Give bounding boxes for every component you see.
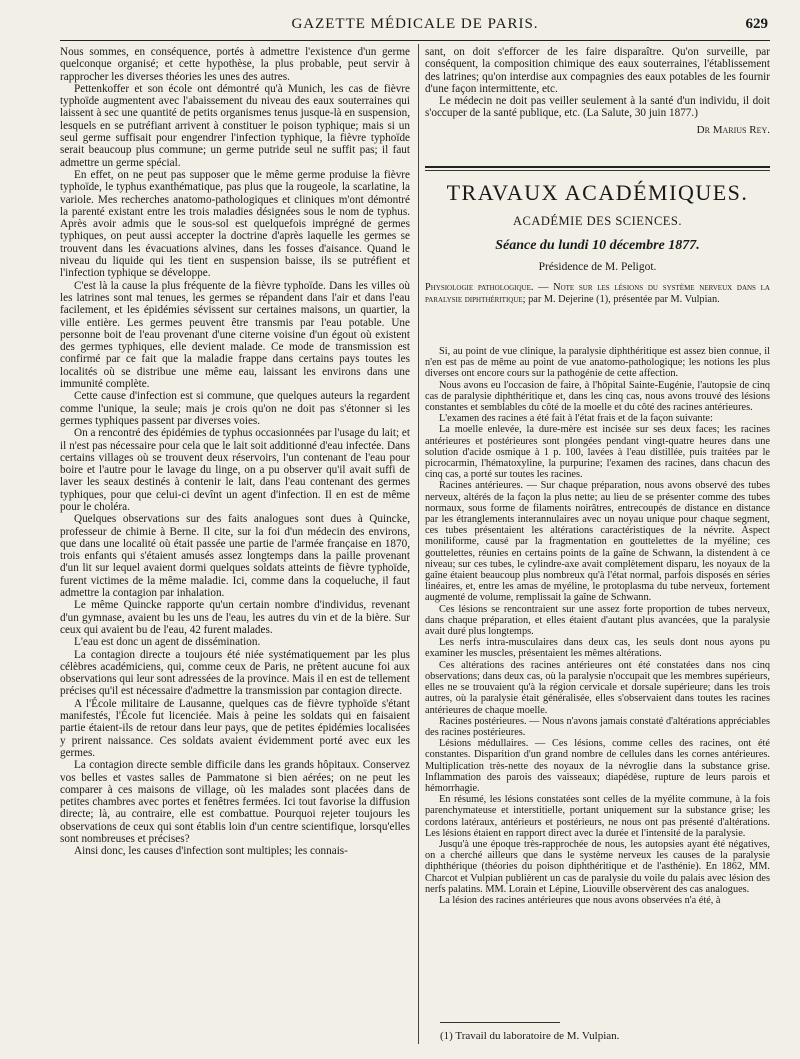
paragraph: L'eau est donc un agent de dissémination.	[74, 636, 261, 649]
paragraph: Pettenkoffer et son école ont démontré qu'à Munich, les cas de fièvre typhoïde augmentent avec l'abaissement du niveau des eaux souterraines qui laissent à sec une quantité de petits organismes tenus jusque-là en suspension, lesquels en se putréfiant arrivent à constituer le poison typhique; mais si un seul germe suffisait pour engendrer l'infection typhique, la fièvre typhoïde serait beaucoup plus commune; un germe putride seul ne suffit pas; il faut admettre un germe spécial.	[60, 82, 410, 169]
paragraph: En résumé, les lésions constatées sont celles de la myélite commune, à la fois parenchymateuse et interstitielle, portant uniquement sur la substance grise; les cordons latéraux, antérieurs et postérieurs, ne nous ont pas présenté d'altérations. Les lésions étaient en rapport direct avec la durée et l'intensité de la paralysie.	[425, 794, 770, 839]
paragraph: A l'École militaire de Lausanne, quelques cas de fièvre typhoïde s'étant manifestés, l'École fut licenciée. Mais à peine les soldats qui en faisaient partie étaient-ils de retour dans leur pays, que de petites épidémies localisées y prirent naissance. Ces soldats avaient évidemment porté avec eux les germes.	[60, 697, 410, 759]
paragraph: Le même Quincke rapporte qu'un certain nombre d'individus, revenant d'un gymnase, avaient bu les uns de l'eau, les autres du vin et de la bière. Sur ceux qui avaient bu de l'eau, 42 furent malades.	[60, 599, 410, 636]
section-rule	[425, 166, 770, 168]
paragraph: C'est là la cause la plus fréquente de la fièvre typhoïde. Dans les villes où les latrines sont mal tenues, les germes se répandent dans l'air et dans l'eau facilement, et les épidémies sévissent sur certaines maisons, un quartier, la ville entière. Les germes peuvent être transmis par l'eau potable. Une personne boit de l'eau provenant d'une citerne voisine d'un égout où existent des germes typhiques, elle devient malade. Ce mode de transmission est confirmé par ce fait que la maladie frappe dans certains pays toutes les localités où se distribue une même eau, laissant les environs dans une immunité complète.	[60, 279, 410, 391]
paragraph: Cette cause d'infection est si commune, que quelques auteurs la regardent comme l'unique, la seule; mais je crois qu'on ne doit pas s'étonner si les germes typhiques passent par diverses voies.	[60, 390, 410, 427]
paragraph: En effet, on ne peut pas supposer que le même germe produise la fièvre typhoïde, le typhus exanthématique, pas plus que la rougeole, la scarlatine, la variole. Mes recherches anatomo-pathologiques et cliniques m'ont démontré la parenté existant entre les trois maladies désignées sous le nom de typhus. Après avoir admis que le sous-sol est quelquefois imprégné de germes typhiques, on peut aussi accepter la doctrine d'après laquelle les germes se trouvent dans les évacuations alvines, dans les fosses d'aisance. Quand le niveau du liquide qui les tient en suspension baisse, ils se putréfient et l'infection typhique se développe.	[60, 168, 410, 280]
session-date: Séance du lundi 10 décembre 1877.	[495, 238, 700, 253]
paragraph: Jusqu'à une époque très-rapprochée de nous, les autopsies ayant été négatives, on a cherché ailleurs que dans le système nerveux les causes de la paralysie diphthérique (théories du poison diphthéritique et de l'asthénie). En 1862, MM. Charcot et Vulpian publièrent un cas de paralysie du voile du palais avec lésion des nerfs palatins. MM. Lorain et Lépine, Liouville observèrent des cas analogues.	[425, 838, 770, 895]
article-label: Physiologie pathologique. — Note sur les lésions du système nerveux dans la paralysie diphthéritique;	[425, 282, 770, 305]
paragraph: Ces lésions se rencontraient sur une assez forte proportion de tubes nerveux, dans chaque préparation, et elles étaient d'autant plus avancées, que la paralysie avait duré plus longtemps.	[425, 603, 770, 638]
right-column-top	[425, 46, 770, 136]
paragraph: Le médecin ne doit pas veiller seulement à la santé d'un individu, il doit s'occuper de la santé publique, etc. (La Salute, 30 juin 1877.)	[425, 95, 770, 120]
paragraph: Nous sommes, en conséquence, portés à admettre l'existence d'un germe quelconque organisé; et cette hypothèse, la plus probable, peut servir à rapprocher les diverses théories les unes des autres.	[60, 46, 410, 83]
paragraph: Ainsi donc, les causes d'infection sont multiples; les connais-	[74, 845, 348, 858]
paragraph: Nous avons eu l'occasion de faire, à l'hôpital Sainte-Eugénie, l'autopsie de cinq cas de paralysie diphthéritique et, dans les cinq cas, nous avons trouvé des lésions constantes et semblables du côté de la moelle et du côté des racines antérieures.	[425, 379, 770, 414]
footnote-rule	[440, 1022, 560, 1023]
paragraph: sant, on doit s'efforcer de les faire disparaître. Qu'on surveille, par conséquent, la composition chimique des eaux souterraines, l'établissement des latrines; qu'on interdise aux compagnies des eaux potables de les fournir d'une façon intermittente, etc.	[425, 46, 770, 95]
paragraph: Ces altérations des racines antérieures ont été constatées dans nos cinq observations; dans deux cas, où la paralysie n'occupait que les membres supérieurs, elles ne se trouvaient qu'à la région cervicale et dorsale supérieure; dans les trois autres, où la paralysie était généralisée, elles s'observaient dans toutes les racines antérieures de chaque moelle.	[425, 659, 770, 716]
paragraph: Racines antérieures. — Sur chaque préparation, nous avons observé des tubes nerveux, altérés de la façon la plus nette; au lieu de se présenter comme des tubes normaux, sous forme de filaments noirâtres, entrecoupés de distance en distance par les étranglements interannulaires avec un noyau unique pour chaque segment, ces tubes présentaient les altérations caractéristiques de la névrite. Aspect moniliforme, causé par la fragmentation en gouttelettes de la myéline; ces gouttelettes, réunies en certains points de la gaîne de Schwann, la distendent à ce niveau; sur ces tubes, le cylindre-axe avait complètement disparu, les noyaux de la gaîne étaient beaucoup plus nombreux qu'à l'état normal, parfois disposés en séries linéaires, et, entre les amas de myéline, le protoplasma du tube nerveux, fortement augmenté de volume, remplissait la gaîne de Schwann.	[425, 480, 770, 604]
section-rule-thin	[425, 170, 770, 171]
academy-name: ACADÉMIE DES SCIENCES.	[513, 214, 682, 228]
paragraph: Si, au point de vue clinique, la paralysie diphthéritique est assez bien connue, il n'en est pas de même au point de vue anatomo-pathologique; les notions les plus diverses ont encore cours sur la pathogénie de cette affection.	[425, 346, 770, 380]
paragraph: On a rencontré des épidémies de typhus occasionnées par l'usage du lait; et il n'est pas nécessaire pour cela que le lait soit additionné d'eau infectée. Dans certains villages où se trouvent deux réservoirs, l'un contenant de l'eau pour boire et l'autre pour le lavage du linge, on a pu observer qu'il avait suffi de laver les seaux destinés à contenir le lait, dans l'eau contenant des germes typhiques, pour que celui-ci devînt un agent d'infection. Il en est de même pour le choléra.	[60, 427, 410, 513]
paragraph: La lésion des racines antérieures que nous avons observées n'a été, à	[439, 894, 721, 906]
paragraph: Quelques observations sur des faits analogues sont dues à Quincke, professeur de chimie à Berne. Il cite, sur la foi d'un médecin des environs, que dans une localité où était passée une partie de l'armée française en 1870, trois enfants qui s'étaient amusés assez longtemps dans la paille provenant d'un lit sur lequel avaient dormi quelques soldats atteints de fièvre typhoïde, furent victimes de la même maladie. Ici, comme dans la coqueluche, il faut admettre la contagion par inhalation.	[60, 513, 410, 600]
footnote: (1) Travail du laboratoire de M. Vulpian.	[440, 1030, 620, 1042]
paragraph: Lésions médullaires. — Ces lésions, comme celles des racines, ont été constantes. Disparition d'un grand nombre de cellules dans les cornes antérieures. Multiplication très-nette des noyaux de la névroglie dans la substance grise. Inflammation des parois des vaisseaux; diapédèse, rupture de leurs parois et hémorrhagie.	[425, 738, 770, 794]
paragraph: La contagion directe semble difficile dans les grands hôpitaux. Conservez vos belles et vastes salles de Pammatone si bien aérées; on ne peut les comparer à ces maisons de village, où les malades sont placées dans de petites chambres avec portes et fenêtres fermées. Ici tout favorise la diffusion directe; là, au contraire, elle est combattue. Pourquoi rejeter toujours les observations de ceux qui sont établis loin d'un centre scientifique, lorsqu'elles sont nombreuses et précises?	[60, 759, 410, 845]
paragraph: La contagion directe a toujours été niée systématiquement par les plus célèbres académiciens, qui, comme ceux de Paris, ne prêtent aucune foi aux observations qui leur sont adressées de la province. Mais il en est de tellement précises qu'il est nécessaire d'admettre la transmission par contagion directe.	[60, 648, 410, 698]
right-column	[425, 346, 770, 906]
article-heading	[425, 282, 770, 305]
column-divider	[418, 44, 419, 1044]
left-column	[60, 46, 410, 858]
author-signature: Dr Marius Rey.	[696, 123, 770, 136]
journal-title: GAZETTE MÉDICALE DE PARIS.	[291, 16, 539, 32]
paragraph: La moelle enlevée, la dure-mère est incisée sur ses deux faces; les racines antérieures et postérieures sont plongées pendant vingt-quatre heures dans une solution d'acide osmique à 1 p. 100, lavées à l'eau distillée, puis traitées par le picrocarmin, l'hématoxyline, la purpurine; l'examen des racines, dans chacun des cinq cas, a porté sur toutes les racines.	[425, 424, 770, 481]
paragraph: L'examen des racines a été fait à l'état frais et de la façon suivante:	[439, 413, 713, 425]
page-header	[60, 14, 770, 41]
article-author: par M. Dejerine (1), présentée par M. Vulpian.	[528, 293, 720, 305]
presidence: Présidence de M. Peligot.	[538, 261, 657, 273]
section-title: TRAVAUX ACADÉMIQUES.	[446, 180, 749, 205]
paragraph: Racines postérieures. — Nous n'avons jamais constaté d'altérations appréciables des racines postérieures.	[425, 715, 770, 738]
paragraph: Les nerfs intra-musculaires dans deux cas, les seuls dont nous ayons pu examiner les muscles, présentaient les mêmes altérations.	[425, 637, 770, 660]
page-number: 629	[745, 16, 768, 32]
